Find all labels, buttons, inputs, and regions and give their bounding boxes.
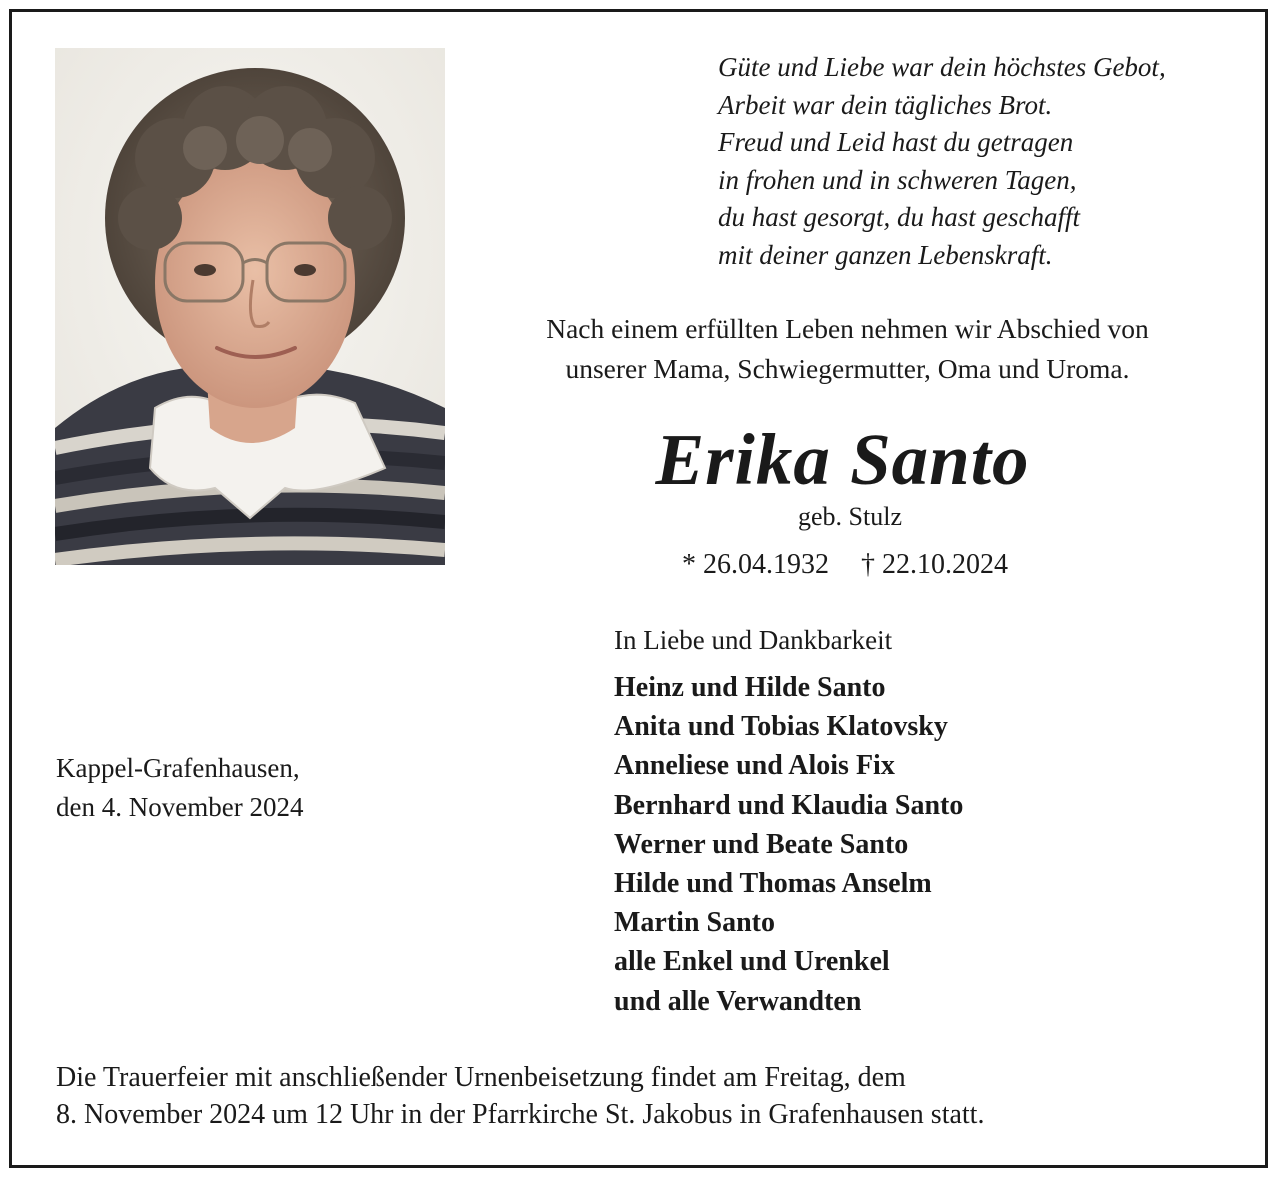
mourner-item: Bernhard und Klaudia Santo [614,789,964,821]
notice-line: 8. November 2024 um 12 Uhr in der Pfarrkirche St. Jakobus in Grafenhausen statt. [56,1099,985,1130]
funeral-notice [56,1059,984,1133]
notice-line: Die Trauerfeier mit anschließender Urnenbeisetzung findet am Freitag, dem [56,1062,906,1093]
verse-line: in frohen und in schweren Tagen, [718,164,1077,195]
portrait-photo [55,48,445,565]
farewell-intro [470,309,1225,389]
mourner-item: und alle Verwandten [614,985,862,1017]
date-line: den 4. November 2024 [56,792,304,823]
mourner-item: Anita und Tobias Klatovsky [614,711,948,743]
place-line: Kappel-Grafenhausen, [56,753,300,783]
verse-line: mit deiner ganzen Lebenskraft. [718,239,1053,270]
life-dates [600,545,1090,585]
mourner-item: Anneliese und Alois Fix [614,750,895,782]
place-and-date [56,749,303,827]
memorial-verse [718,49,1166,274]
mourner-item: Heinz und Hilde Santo [614,672,886,703]
portrait-illustration [55,48,445,565]
dedication-text: In Liebe und Dankbarkeit [614,625,893,655]
deceased-name: Erika Santo [655,419,1030,500]
intro-line: unserer Mama, Schwiegermutter, Oma und Uroma. [565,353,1130,384]
death-date: † 22.10.2024 [861,549,1008,580]
verse-line: du hast gesorgt, du hast geschafft [718,202,1080,232]
intro-line: Nach einem erfüllten Leben nehmen wir Abschied von [546,313,1149,344]
verse-line: Arbeit war dein tägliches Brot. [718,89,1053,120]
verse-line: Freud und Leid hast du getragen [718,127,1074,157]
mourner-item: alle Enkel und Urenkel [614,946,890,978]
mourner-item: Hilde und Thomas Anselm [614,867,932,899]
verse-line: Güte und Liebe war dein höchstes Gebot, [718,52,1166,82]
birth-date: * 26.04.1932 [682,549,829,580]
maiden-name: geb. Stulz [798,502,902,531]
mourner-item: Martin Santo [614,907,775,939]
mourner-item: Werner und Beate Santo [614,828,909,860]
mourners-list [614,668,963,1021]
